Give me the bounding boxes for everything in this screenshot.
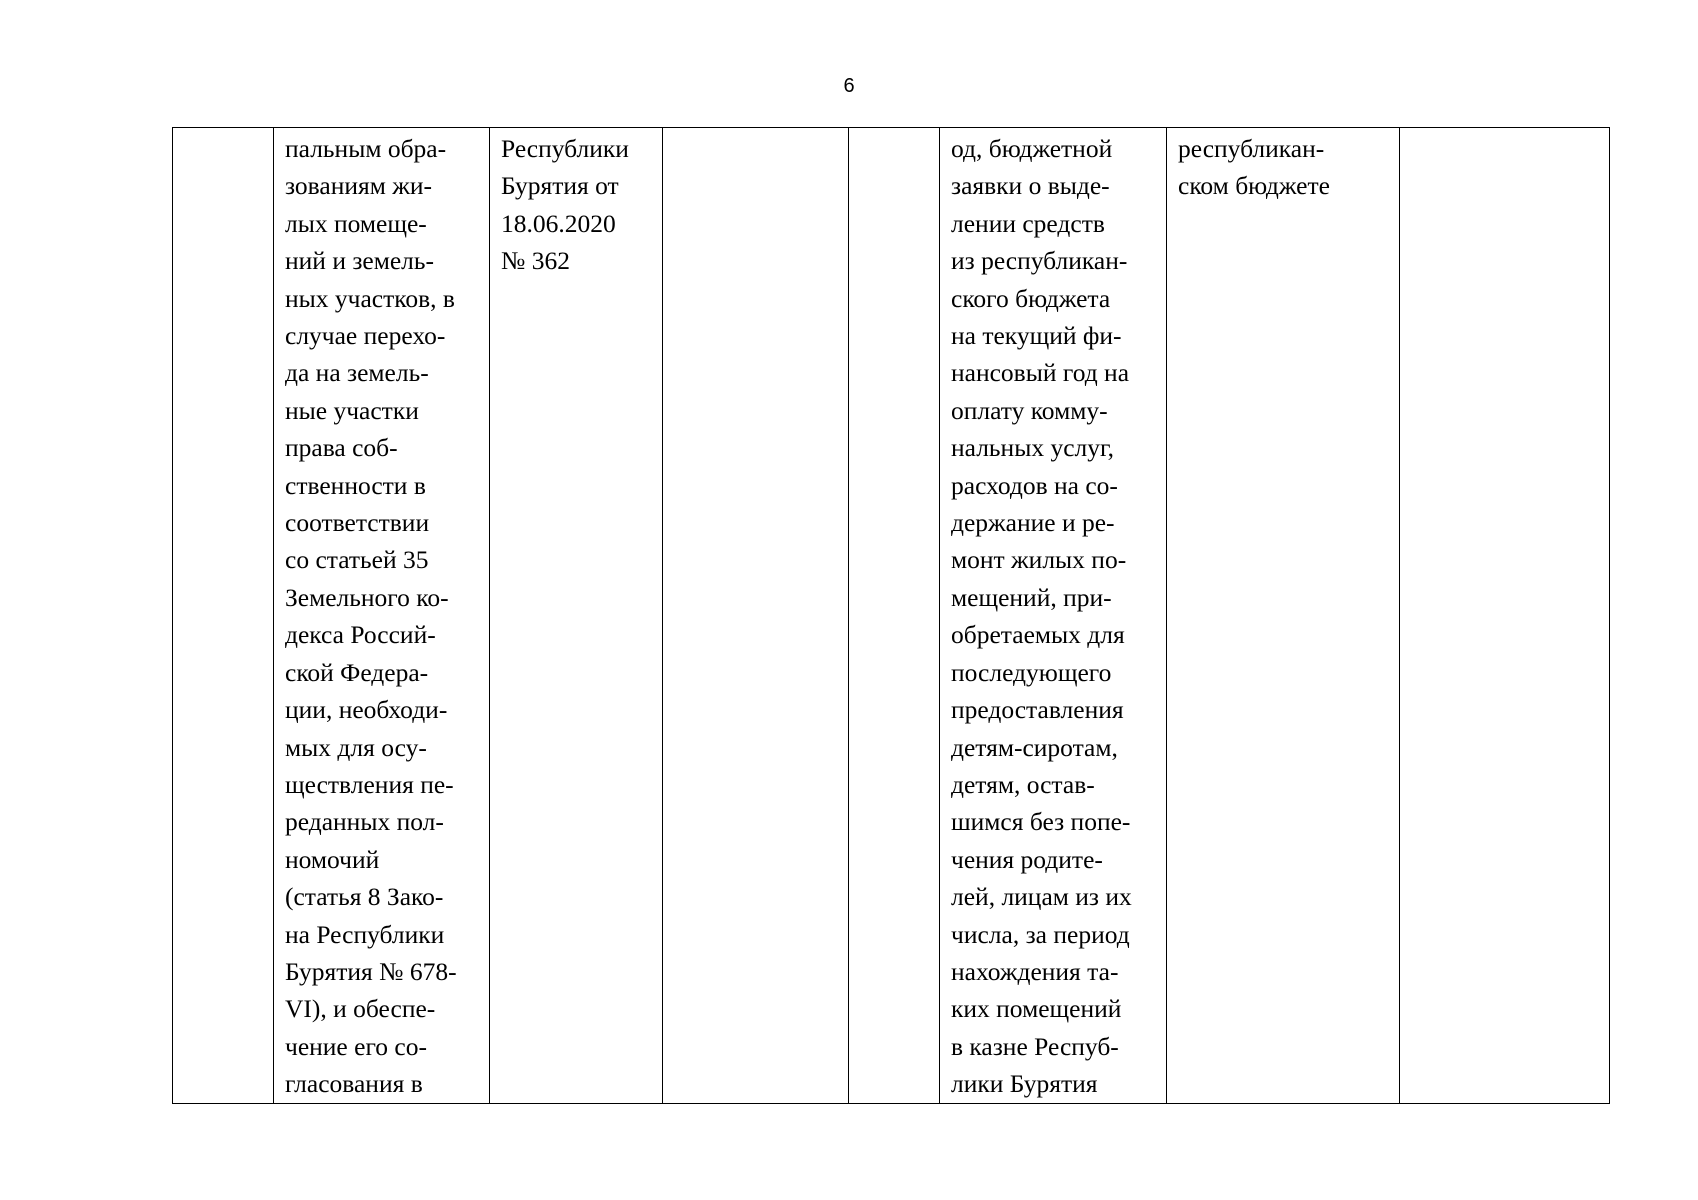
cell-text-line: ского бюджета — [951, 283, 1111, 313]
cell-text-line: в казне Респуб- — [951, 1031, 1119, 1061]
table-cell — [940, 128, 1167, 1104]
table-cell — [663, 128, 849, 1104]
cell-text-line: лении средств — [951, 208, 1105, 238]
cell-text-line: гласования в — [285, 1069, 423, 1099]
cell-text-line: реданных пол- — [285, 807, 444, 837]
cell-text-line: VI), и обеспе- — [285, 994, 436, 1024]
cell-text-line: ции, необходи- — [285, 695, 448, 725]
cell-text-line: на текущий фи- — [951, 321, 1122, 351]
cell-text-line: ний и земель- — [285, 246, 435, 276]
cell-text-line: расходов на со- — [951, 470, 1118, 500]
cell-text-line: Бурятия от — [501, 171, 619, 201]
cell-text-line: случае перехо- — [285, 321, 446, 351]
cell-text-line: чение его со- — [285, 1031, 427, 1061]
cell-text-line: соответствии — [285, 508, 430, 538]
cell-text-line: оплату комму- — [951, 395, 1108, 425]
page-number: 6 — [843, 75, 855, 97]
cell-text-line: обретаемых для — [951, 620, 1125, 650]
cell-text-line: Бурятия № 678- — [285, 956, 457, 986]
cell-text-line: пальным обра- — [285, 134, 447, 163]
table-cell — [1167, 128, 1400, 1104]
cell-text-line: детям-сиротам, — [951, 732, 1118, 762]
cell-text-line: заявки о выде- — [951, 171, 1110, 201]
cell-text-line: права соб- — [285, 433, 398, 463]
cell-text-line: ные участки — [285, 395, 419, 425]
cell-text-line: предоставления — [951, 695, 1124, 725]
cell-text-line: зованиям жи- — [285, 171, 432, 201]
cell-text-line: монт жилых по- — [951, 545, 1127, 575]
cell-text-line: ных участков, в — [285, 283, 455, 313]
cell-text-line: 18.06.2020 — [501, 208, 616, 238]
cell-text-line: № 362 — [501, 246, 570, 276]
table-cell — [173, 128, 274, 1104]
table-cell — [1400, 128, 1610, 1104]
table-cell — [274, 128, 490, 1104]
cell-text-line: нансовый год на — [951, 358, 1130, 388]
cell-text-line: ственности в — [285, 470, 426, 500]
table-row — [173, 128, 1610, 1104]
cell-text-line: лых помеще- — [285, 208, 427, 238]
table-cell — [490, 128, 663, 1104]
cell-text-line: (статья 8 Зако- — [285, 882, 444, 912]
cell-text-line: ществления пе- — [285, 769, 454, 799]
cell-text-line: чения родите- — [951, 844, 1103, 874]
cell-text-line: ской Федера- — [285, 657, 429, 687]
cell-text-line: числа, за период — [951, 919, 1130, 949]
cell-text-line: держание и ре- — [951, 508, 1115, 538]
cell-text-line: од, бюджетной — [951, 134, 1113, 163]
cell-text-line: ском бюджете — [1178, 171, 1330, 201]
cell-text-line: последующего — [951, 657, 1112, 687]
cell-text-line: декса Россий- — [285, 620, 436, 650]
cell-text-line: мых для осу- — [285, 732, 427, 762]
cell-text-line: да на земель- — [285, 358, 429, 388]
document-table — [172, 127, 1610, 1104]
cell-text-line: ких помещений — [951, 994, 1122, 1024]
cell-text-line: лики Бурятия — [951, 1069, 1098, 1099]
cell-text-line: детям, остав- — [951, 769, 1095, 799]
cell-text-line: нахождения та- — [951, 956, 1119, 986]
cell-text-line: шимся без попе- — [951, 807, 1131, 837]
cell-text-line: на Республики — [285, 919, 445, 949]
cell-text-line: республикан- — [1178, 134, 1325, 163]
cell-text-line: со статьей 35 — [285, 545, 429, 575]
table-cell — [849, 128, 940, 1104]
cell-text-line: нальных услуг, — [951, 433, 1114, 463]
cell-text-line: мещений, при- — [951, 582, 1112, 612]
cell-text-line: из республикан- — [951, 246, 1128, 276]
cell-text-line: лей, лицам из их — [951, 882, 1132, 912]
cell-text-line: номочий — [285, 844, 380, 874]
cell-text-line: Республики — [501, 134, 629, 163]
cell-text-line: Земельного ко- — [285, 582, 449, 612]
